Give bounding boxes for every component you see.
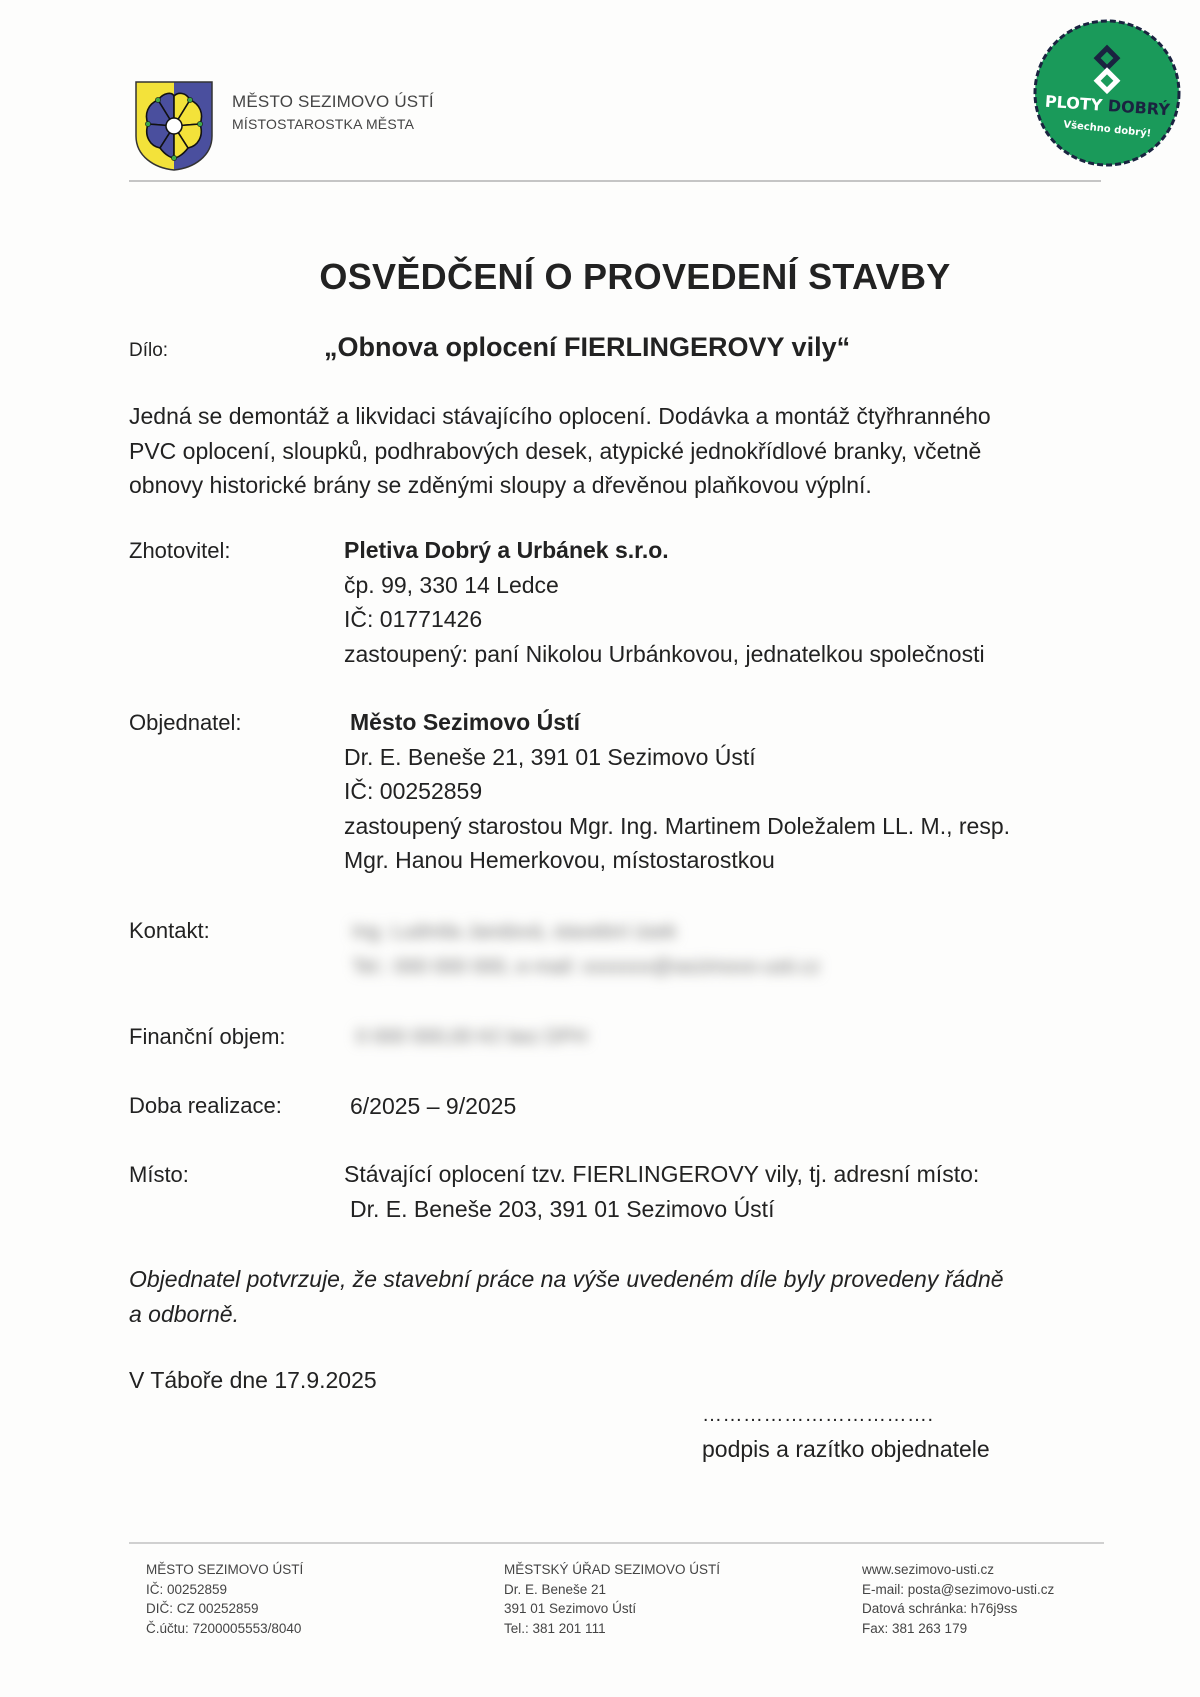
document-title: OSVĚDČENÍ O PROVEDENÍ STAVBY (319, 256, 951, 297)
footer-line: IČ: 00252859 (146, 1581, 228, 1597)
doba-realizace-label: Doba realizace: (129, 1093, 282, 1118)
kontakt-redacted (352, 915, 820, 984)
dilo-label: Dílo: (129, 340, 169, 361)
objednatel-address: Dr. E. Beneše 21, 391 01 Sezimovo Ústí (344, 743, 756, 770)
work-description (129, 399, 1129, 503)
footer-line: MĚSTO SEZIMOVO ÚSTÍ (146, 1562, 304, 1577)
badge-brand-left: PLOTY (1044, 91, 1103, 115)
description-line: PVC oplocení, sloupků, podhrabových desek, atypické jednokřídlové branky, včetně (129, 437, 982, 464)
zhotovitel-address: čp. 99, 330 14 Ledce (344, 571, 559, 598)
objednatel-name: Město Sezimovo Ústí (350, 709, 581, 735)
doba-realizace-value: 6/2025 – 9/2025 (350, 1093, 517, 1119)
org-name: MĚSTO SEZIMOVO ÚSTÍ (232, 92, 434, 111)
footer-column-city (146, 1560, 303, 1638)
confirmation-line: a odborně. (129, 1300, 239, 1327)
objednatel-represented: zastoupený starostou Mgr. Ing. Martinem Doležalem LL. M., resp. (344, 812, 1011, 839)
financni-objem-label: Finanční objem: (129, 1024, 286, 1049)
signature-line: ……………………………. (702, 1404, 934, 1426)
footer-column-contact (862, 1560, 1054, 1638)
objednatel-ic: IČ: 00252859 (344, 778, 483, 804)
confirmation-line: Objednatel potvrzuje, že stavební práce na výše uvedeném díle byly provedeny řádně (129, 1266, 1004, 1292)
footer-line: Č.účtu: 7200005553/8040 (146, 1620, 302, 1636)
zhotovitel-label: Zhotovitel: (129, 538, 231, 563)
zhotovitel-name: Pletiva Dobrý a Urbánek s.r.o. (344, 537, 669, 563)
footer-line: Datová schránka: h76j9ss (862, 1601, 1018, 1616)
financni-objem-redacted: 0 000 000,00 Kč bez DPH (356, 1026, 588, 1048)
objednatel-label: Objednatel: (129, 710, 242, 735)
footer-line: Fax: 381 263 179 (862, 1620, 968, 1636)
coat-of-arms-icon (134, 80, 214, 172)
footer-line: Dr. E. Beneše 21 (504, 1581, 607, 1597)
confirmation-text (129, 1262, 1129, 1331)
footer-line: MĚSTSKÝ ÚŘAD SEZIMOVO ÚSTÍ (504, 1562, 721, 1577)
zhotovitel-block (344, 533, 985, 671)
description-line: obnovy historické brány se zděnými sloupy a dřevěnou plaňkovou výplní. (129, 472, 872, 498)
misto-block (344, 1157, 979, 1226)
kontakt-line: Ing. Ludmila Jandová, stavební úsek (352, 921, 677, 943)
footer-email[interactable]: E-mail: posta@sezimovo-usti.cz (862, 1581, 1055, 1597)
zhotovitel-ic: IČ: 01771426 (344, 606, 483, 632)
objednatel-represented: Mgr. Hanou Hemerkovou, místostarostkou (344, 847, 775, 873)
footer-line: 391 01 Sezimovo Ústí (504, 1601, 637, 1616)
kontakt-line: Tel.: 000 000 000, e-mail: xxxxxxx@sezimovo-usti.cz (352, 955, 821, 978)
zhotovitel-represented: zastoupený: paní Nikolou Urbánkovou, jednatelkou společnosti (344, 640, 985, 667)
badge-brand-right: DOBRÝ (1107, 96, 1171, 120)
place-date: V Táboře dne 17.9.2025 (129, 1367, 377, 1393)
footer-column-office (504, 1560, 720, 1638)
kontakt-label: Kontakt: (129, 918, 210, 943)
description-line: Jedná se demontáž a likvidaci stávajícího oplocení. Dodávka a montáž čtyřhranného (129, 403, 991, 429)
badge-slogan: Všechno dobrý! (1062, 119, 1152, 140)
objednatel-block (344, 705, 1010, 878)
ploty-dobry-badge (1032, 18, 1182, 168)
footer-website-link[interactable]: www.sezimovo-usti.cz (862, 1562, 995, 1577)
signature-label: podpis a razítko objednatele (702, 1436, 990, 1462)
misto-line: Dr. E. Beneše 203, 391 01 Sezimovo Ústí (350, 1195, 775, 1222)
dilo-value: „Obnova oplocení FIERLINGEROVY vily“ (324, 332, 851, 362)
footer-line: DIČ: CZ 00252859 (146, 1601, 259, 1616)
misto-label: Místo: (129, 1162, 189, 1187)
header-divider (129, 180, 1101, 182)
org-subtitle: MÍSTOSTAROSTKA MĚSTA (232, 116, 415, 132)
footer-divider (129, 1542, 1104, 1544)
footer-line: Tel.: 381 201 111 (504, 1620, 606, 1636)
misto-line: Stávající oplocení tzv. FIERLINGEROVY vily, tj. adresní místo: (344, 1161, 980, 1187)
